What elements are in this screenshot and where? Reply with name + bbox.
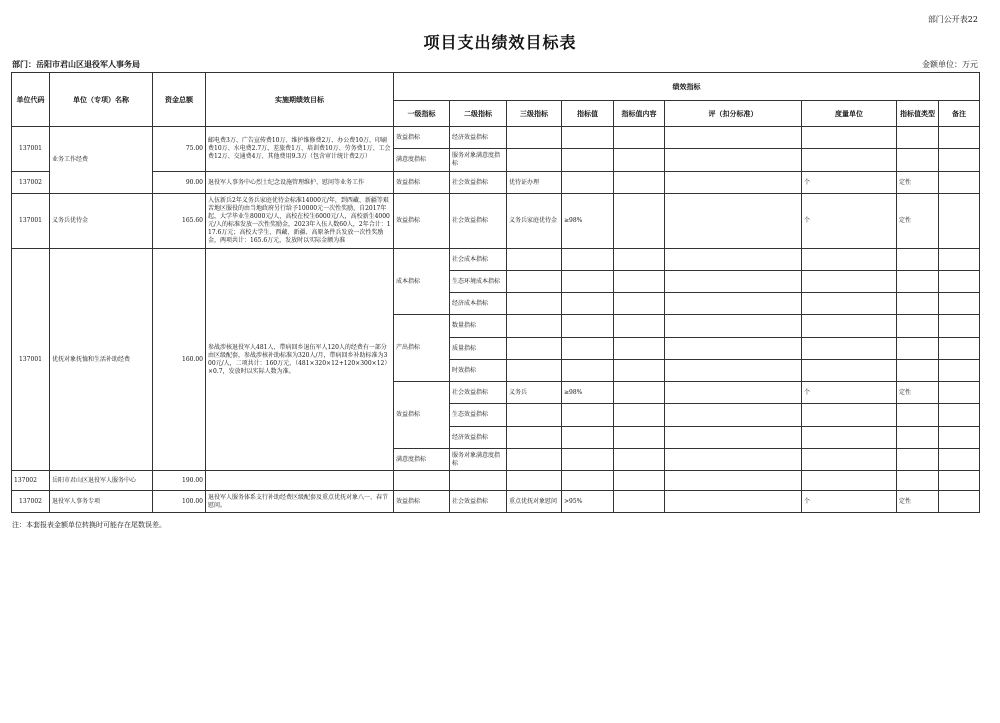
header-score: 评（扣分标准） — [665, 101, 802, 127]
cell-amount: 90.00 — [153, 172, 206, 194]
cell-amount: 75.00 — [153, 127, 206, 172]
cell-code: 137002 — [12, 471, 50, 491]
table-row — [12, 249, 980, 271]
cell-name: 优抚对象抚恤和生活补助经费 — [50, 249, 153, 471]
department-label: 部门：岳阳市君山区退役军人事务局 — [12, 59, 140, 69]
cell-level3: 优待证办理 — [507, 172, 562, 194]
cell-level2: 生态环境成本指标 — [450, 271, 507, 293]
cell-code: 137001 — [12, 194, 50, 249]
cell-name: 业务工作经费 — [50, 127, 153, 194]
cell-code: 137001 — [12, 127, 50, 172]
cell-level3: 义务兵 — [507, 382, 562, 404]
cell-level1: 效益指标 — [394, 194, 450, 249]
cell-name: 义务兵优待金 — [50, 194, 153, 249]
cell-code: 137002 — [12, 172, 50, 194]
cell-target: 入伍新兵2年义务兵家庭优待金标准14000元/年，到西藏、新疆等艰苦地区服役的由当地政府另行给予10000元一次性奖励，自2017年起，大学毕业生8000元/人，高校在校生6000元/人，高校新生4000元/人的标准发放一次性奖励金，2023年入伍人数60人，2年合计：117.6万元；高校大学生、西藏、新疆、高原条件兵发放一次性奖励金，两项共计：165.6万元，发放时以实际金额为准 — [206, 194, 394, 249]
cell-level1: 效益指标 — [394, 127, 450, 149]
header-measure: 度量单位 — [802, 101, 897, 127]
header-value: 指标值 — [562, 101, 614, 127]
cell-name: 退役军人事务专项 — [50, 491, 153, 513]
cell-measure: 个 — [802, 172, 897, 194]
cell-amount: 165.60 — [153, 194, 206, 249]
cell-level1: 效益指标 — [394, 172, 450, 194]
cell-level2: 生态效益指标 — [450, 404, 507, 427]
cell-type: 定性 — [897, 382, 939, 404]
table-number-label: 部门公开表22 — [927, 15, 978, 24]
cell-measure: 个 — [802, 194, 897, 249]
cell-target: 邮电费3万、广告宣传费10万、维护维修费2万、办公费10万、印刷费10万、水电费2.7万、差旅费1万、培训费10万、劳务费1万、工会费12万、交通费4万、其他费用9.3万（包含审计统计费2万） — [206, 127, 394, 172]
cell-amount: 100.00 — [153, 491, 206, 513]
header-remark: 备注 — [939, 101, 980, 127]
cell-level2: 质量指标 — [450, 338, 507, 360]
cell-level2: 社会效益指标 — [450, 491, 507, 513]
cell-level1-cost: 成本指标 — [394, 249, 450, 315]
performance-target-table — [11, 72, 980, 513]
cell-value: ≥98% — [562, 194, 614, 249]
footnote: 注：本套报表金额单位转换时可能存在尾数误差。 — [12, 521, 166, 529]
page-title: 项目支出绩效目标表 — [423, 33, 577, 52]
table-row — [12, 127, 980, 149]
cell-type: 定性 — [897, 194, 939, 249]
cell-level2: 社会效益指标 — [450, 382, 507, 404]
cell-measure: 个 — [802, 491, 897, 513]
cell-target: 退役军人服务体系支行补助经费区级配套及重点优抚对象八一、春节慰问。 — [206, 491, 394, 513]
cell-level2: 社会效益指标 — [450, 172, 507, 194]
cell-level3: 重点优抚对象慰问 — [507, 491, 562, 513]
cell-level3: 义务兵家庭优待金 — [507, 194, 562, 249]
cell-level1-output: 产出指标 — [394, 315, 450, 382]
header-amount: 资金总额 — [153, 73, 206, 127]
header-performance: 绩效指标 — [394, 73, 980, 101]
header-target: 实施期绩效目标 — [206, 73, 394, 127]
cell-type: 定性 — [897, 172, 939, 194]
header-content: 指标值内容 — [614, 101, 665, 127]
header-type: 指标值类型 — [897, 101, 939, 127]
table-row — [12, 471, 980, 491]
cell-amount: 160.00 — [153, 249, 206, 471]
cell-level2: 数量指标 — [450, 315, 507, 338]
cell-target: 参战涉核退役军人481人、带病回乡退伍军人120人的经费有一部分由区级配套，参战涉核补助标准为320人/月，带病回乡补助标准为300元/人，二项共计：160万元，（481×320×12+120×300×12）×0.7，发放时以实际人数为准。 — [206, 249, 394, 471]
cell-value: >95% — [562, 491, 614, 513]
cell-measure: 个 — [802, 382, 897, 404]
cell-level2: 经济效益指标 — [450, 127, 507, 149]
cell-level2: 时效指标 — [450, 360, 507, 382]
cell-value: ≥98% — [562, 382, 614, 404]
cell-level2: 社会成本指标 — [450, 249, 507, 271]
cell-level1: 效益指标 — [394, 491, 450, 513]
cell-code: 137001 — [12, 249, 50, 471]
header-level2: 二级指标 — [450, 101, 507, 127]
header-level3: 三级指标 — [507, 101, 562, 127]
header-name: 单位（专项）名称 — [50, 73, 153, 127]
cell-level1-satisfaction: 满意度指标 — [394, 449, 450, 471]
cell-level1: 满意度指标 — [394, 149, 450, 172]
table-row — [12, 491, 980, 513]
table-row — [12, 194, 980, 249]
header-code: 单位代码 — [12, 73, 50, 127]
cell-code: 137002 — [12, 491, 50, 513]
cell-type: 定性 — [897, 491, 939, 513]
cell-level2: 经济成本指标 — [450, 293, 507, 315]
cell-level2: 社会效益指标 — [450, 194, 507, 249]
cell-level1-benefit: 效益指标 — [394, 382, 450, 449]
cell-amount: 190.00 — [153, 471, 206, 491]
amount-unit-label: 金额单位：万元 — [922, 60, 978, 69]
cell-target: 退役军人事务中心烈士纪念设施管理维护、慰问等业务工作 — [206, 172, 394, 194]
cell-level2: 服务对象满意度指标 — [450, 149, 507, 172]
header-level1: 一级指标 — [394, 101, 450, 127]
cell-name: 岳阳市君山区退役军人服务中心 — [50, 471, 153, 491]
table-row — [12, 172, 980, 194]
cell-level2: 经济效益指标 — [450, 427, 507, 449]
cell-level2: 服务对象满意度指标 — [450, 449, 507, 471]
